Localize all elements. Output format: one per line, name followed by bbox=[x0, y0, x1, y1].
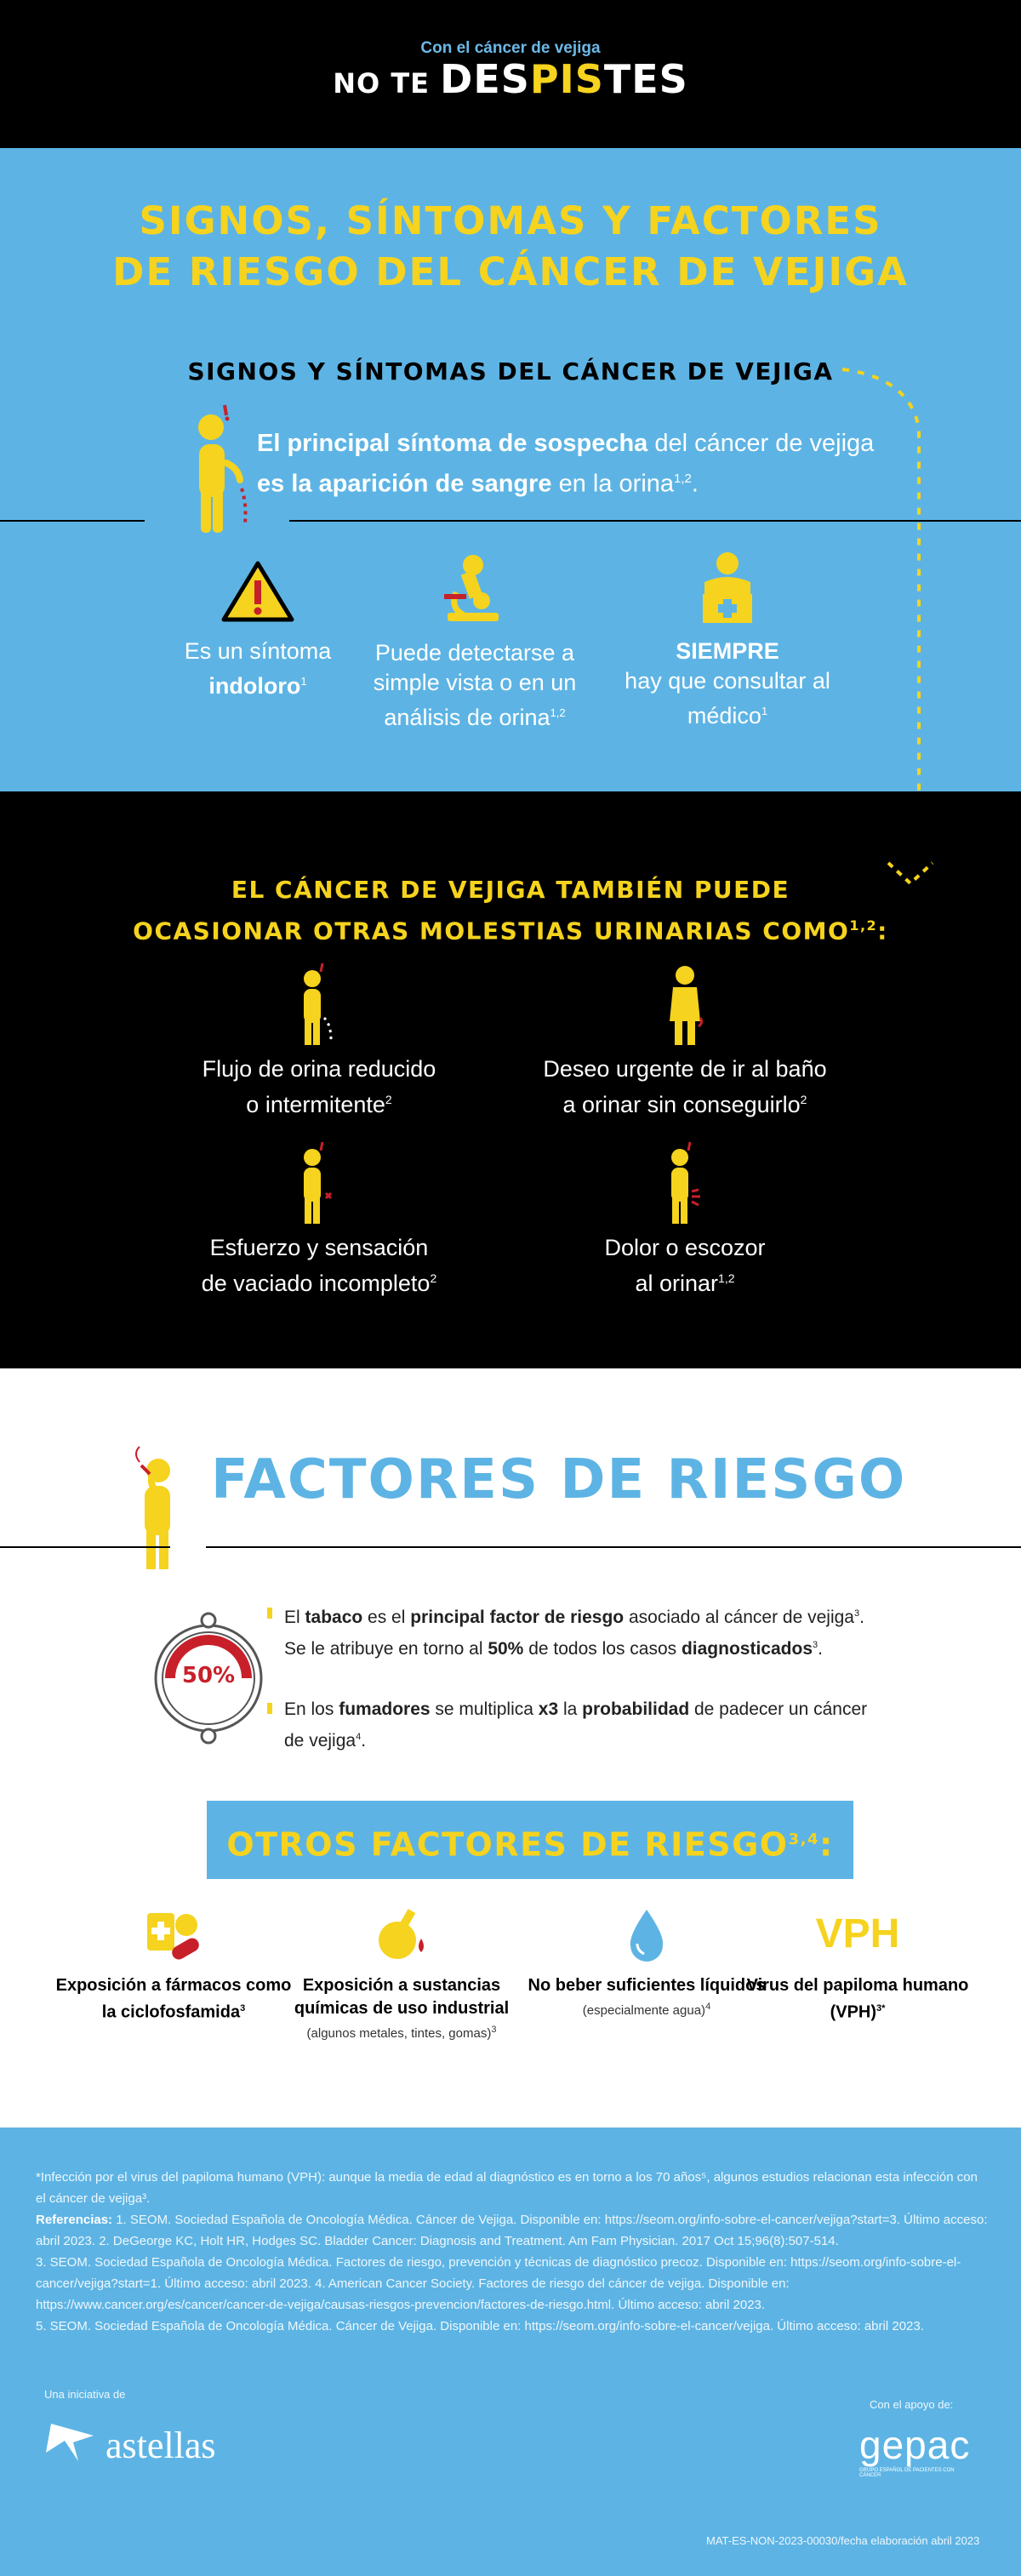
reference-5: 5. SEOM. Sociedad Española de Oncología Médica. Cáncer de Vejiga. Disponible en: https://seom.org/info-sobre-el-cancer/vejiga. Último acceso: abril 2023. bbox=[36, 2319, 924, 2333]
urinary-title-line-2: OCASIONAR OTRAS MOLESTIAS URINARIAS COMO bbox=[133, 917, 850, 945]
symptom-4-line-2: al orinar bbox=[635, 1271, 719, 1296]
lead-bold-2: es la aparición de sangre bbox=[257, 470, 552, 498]
factor-4-sup: 3* bbox=[876, 2003, 886, 2013]
person-pain-icon bbox=[659, 1140, 710, 1225]
references bbox=[36, 2167, 989, 2337]
feature-3-bold: SIEMPRE bbox=[676, 638, 779, 664]
gepac-logo bbox=[859, 2422, 970, 2478]
person-blood-icon bbox=[189, 403, 265, 540]
symptom-2-sup: 2 bbox=[800, 1093, 807, 1106]
references-label: Referencias: bbox=[36, 2213, 113, 2227]
title-part-1: NO TE bbox=[333, 67, 441, 100]
other-factors-sup: 3,4 bbox=[788, 1831, 819, 1848]
feature-detect bbox=[364, 550, 585, 733]
b2-b3: probabilidad bbox=[582, 1699, 690, 1719]
feature-3-line: hay que consultar al médico bbox=[625, 668, 830, 728]
lead-paragraph bbox=[257, 426, 904, 502]
feature-3-sup: 1 bbox=[761, 705, 768, 717]
urinary-title bbox=[0, 872, 1021, 949]
factor-2-note-sup: 3 bbox=[491, 2025, 497, 2035]
signs-title: SIGNOS Y SÍNTOMAS DEL CÁNCER DE VEJIGA bbox=[187, 357, 834, 386]
support-label: Con el apoyo de: bbox=[870, 2398, 954, 2411]
title-part-4: TES bbox=[603, 56, 688, 102]
feature-1-sup: 1 bbox=[300, 675, 307, 688]
person-smoking-icon bbox=[128, 1445, 187, 1573]
b1-t7: . bbox=[818, 1639, 823, 1659]
vph-icon: VPH bbox=[815, 1911, 900, 1956]
footnote-hpv: *Infección por el virus del papiloma humano (VPH): aunque la media de edad al diagnóstico es en torno a los 70 años⁵, algunos estudios relacionan esta infección con el cáncer de vejiga³. bbox=[36, 2170, 978, 2206]
lead-text-1: del cáncer de vejiga bbox=[647, 430, 875, 457]
factor-3-title: No beber suficientes líquidos bbox=[528, 1976, 766, 1995]
other-factors-end: : bbox=[819, 1825, 834, 1864]
initiative-label: Una iniciativa de bbox=[44, 2388, 126, 2401]
header-subtitle: Con el cáncer de vejiga bbox=[420, 39, 601, 57]
b2-t5: . bbox=[361, 1731, 367, 1751]
divider-left bbox=[0, 520, 145, 522]
other-factors-banner bbox=[207, 1801, 853, 1879]
b2-t1: En los bbox=[284, 1699, 339, 1719]
factor-2-note: (algunos metales, tintes, gomas) bbox=[306, 2026, 492, 2041]
header-title bbox=[0, 56, 1021, 102]
symptom-2-line-1: Deseo urgente de ir al baño bbox=[543, 1056, 827, 1082]
b1-t3: asociado al cáncer de vejiga bbox=[624, 1608, 854, 1627]
person-urgency-icon bbox=[659, 962, 710, 1047]
astellas-wordmark: astellas bbox=[106, 2425, 216, 2466]
bullet-smokers bbox=[267, 1695, 880, 1755]
urinary-title-end: : bbox=[877, 917, 888, 945]
symptom-3-line-1: Esfuerzo y sensación bbox=[209, 1235, 429, 1260]
risk-title: FACTORES DE RIESGO bbox=[211, 1448, 907, 1511]
doctor-icon bbox=[698, 550, 757, 625]
header bbox=[0, 0, 1021, 148]
factor-drugs bbox=[54, 1906, 293, 2025]
symptom-4-line-1: Dolor o escozor bbox=[604, 1235, 766, 1260]
reference-1-2: 1. SEOM. Sociedad Española de Oncología Médica. Cáncer de Vejiga. Disponible en: https://seom.org/info-sobre-el-cancer/vejiga?start=3. Último acceso: abril 2023. 2. DeGeorge KC, Holt HR, Hodges SC. Bladder Cancer: Diagnosis and Treatment. Am Fam Physician. 2017 Oct 15;96(8):507-514. bbox=[36, 2213, 988, 2248]
urinary-symptoms-section bbox=[0, 791, 1021, 1368]
factor-3-note: (especialmente agua) bbox=[582, 2003, 706, 2018]
symptom-strain bbox=[166, 1140, 472, 1299]
star-icon bbox=[44, 2410, 104, 2461]
feature-doctor bbox=[617, 550, 838, 731]
risk-divider-right bbox=[206, 1546, 1021, 1548]
feature-2-sup: 1,2 bbox=[550, 706, 566, 719]
b2-s1: 4 bbox=[356, 1732, 362, 1742]
title-part-2: DES bbox=[440, 56, 530, 102]
gepac-subtitle: GRUPO ESPAÑOL DE PACIENTES CON CÁNCER bbox=[859, 2468, 955, 2478]
footer bbox=[0, 2128, 1021, 2576]
factor-1-title: Exposición a fármacos como la ciclofosfamida bbox=[55, 1976, 292, 2022]
warning-icon bbox=[220, 558, 295, 625]
water-drop-icon bbox=[625, 1906, 668, 1962]
b1-s1: 3 bbox=[853, 1608, 860, 1619]
b2-t2: se multiplica bbox=[430, 1699, 539, 1719]
feature-painless bbox=[147, 558, 368, 701]
symptom-1-sup: 2 bbox=[385, 1093, 392, 1106]
lead-end: . bbox=[691, 470, 699, 498]
risk-divider-left bbox=[0, 1546, 170, 1548]
pills-icon bbox=[144, 1906, 203, 1962]
factor-3-note-sup: 4 bbox=[705, 2002, 711, 2012]
symptom-3-line-2: de vaciado incompleto bbox=[201, 1271, 431, 1296]
b1-t2: es el bbox=[362, 1608, 411, 1627]
factor-chemicals bbox=[282, 1906, 521, 2043]
microscope-icon bbox=[441, 550, 509, 626]
symptom-pain bbox=[532, 1140, 838, 1299]
title-part-3: PIS bbox=[529, 56, 604, 102]
b1-s2: 3 bbox=[813, 1640, 819, 1650]
lead-bold-1: El principal síntoma de sospecha bbox=[257, 430, 648, 457]
feature-1-line: Es un síntoma bbox=[184, 638, 332, 664]
b1-t1: El bbox=[284, 1608, 305, 1627]
symptom-1-line-2: o intermitente bbox=[246, 1092, 385, 1117]
symptom-reduced-flow bbox=[166, 962, 472, 1120]
badge-label: 50% bbox=[181, 1663, 236, 1688]
lead-sup: 1,2 bbox=[674, 471, 692, 486]
flask-icon bbox=[372, 1906, 431, 1962]
material-code: MAT-ES-NON-2023-00030/fecha elaboración abril 2023 bbox=[706, 2534, 980, 2547]
factor-4-title: Virus del papiloma humano (VPH) bbox=[746, 1976, 969, 2022]
b1-b3: 50% bbox=[488, 1639, 524, 1659]
lead-text-2: en la orina bbox=[551, 470, 675, 498]
divider-right bbox=[289, 520, 1021, 522]
b2-t4: de padecer un cáncer de vejiga bbox=[284, 1699, 868, 1751]
symptom-2-line-2: a orinar sin conseguirlo bbox=[562, 1092, 801, 1117]
person-reduced-flow-icon bbox=[294, 962, 345, 1047]
gepac-wordmark: gepac bbox=[859, 2423, 971, 2467]
reference-3-4: 3. SEOM. Sociedad Española de Oncología Médica. Factores de riesgo, prevención y técnicas de diagnóstico precoz. Disponible en: https://seom.org/info-sobre-el-cancer/vejiga?start=1. Último acceso: abril 2023. 4. American Cancer Society. Factores de riesgo del cáncer de vejiga. Disponible en: https://www.cancer.org/es/cancer/cancer-de-vejiga/causas-riesgos-prevencion/factores-de-riesgo.html. Último acceso: abril 2023. bbox=[36, 2255, 961, 2312]
symptom-3-sup: 2 bbox=[430, 1271, 437, 1285]
factor-1-sup: 3 bbox=[240, 2003, 246, 2013]
signs-section bbox=[0, 148, 1021, 791]
main-title-line-2: DE RIESGO DEL CÁNCER DE VEJIGA bbox=[112, 249, 909, 294]
b1-t6: de todos los casos bbox=[523, 1639, 682, 1659]
feature-2-line: Puede detectarse a simple vista o en un análisis de orina bbox=[373, 640, 577, 730]
b1-t5: Se le atribuye en torno al bbox=[284, 1639, 488, 1659]
urinary-title-line-1: EL CÁNCER DE VEJIGA TAMBIÉN PUEDE bbox=[231, 876, 790, 904]
b2-b2: x3 bbox=[538, 1699, 559, 1719]
main-title-line-1: SIGNOS, SÍNTOMAS Y FACTORES bbox=[139, 198, 882, 243]
factor-hpv bbox=[739, 1906, 977, 2025]
b1-b2: principal factor de riesgo bbox=[410, 1608, 625, 1627]
factor-liquids bbox=[528, 1906, 766, 2020]
b1-t4: . bbox=[859, 1608, 864, 1627]
factor-2-title: Exposición a sustancias químicas de uso industrial bbox=[294, 1976, 510, 2018]
b1-b1: tabaco bbox=[305, 1608, 363, 1627]
feature-1-bold: indoloro bbox=[208, 673, 301, 699]
other-factors-title: OTROS FACTORES DE RIESGO bbox=[226, 1825, 789, 1864]
symptom-1-line-1: Flujo de orina reducido bbox=[202, 1056, 436, 1082]
b2-t3: la bbox=[558, 1699, 583, 1719]
main-title bbox=[0, 196, 1021, 298]
person-strain-icon bbox=[294, 1140, 345, 1225]
symptom-4-sup: 1,2 bbox=[718, 1271, 735, 1285]
b1-b4: diagnosticados bbox=[681, 1639, 813, 1659]
risk-factors-section bbox=[0, 1368, 1021, 2128]
b2-b1: fumadores bbox=[339, 1699, 431, 1719]
symptom-urgency bbox=[532, 962, 838, 1120]
bullet-tobacco bbox=[267, 1600, 880, 1663]
risk-bullets bbox=[267, 1600, 880, 1787]
urinary-title-sup: 1,2 bbox=[849, 917, 878, 934]
